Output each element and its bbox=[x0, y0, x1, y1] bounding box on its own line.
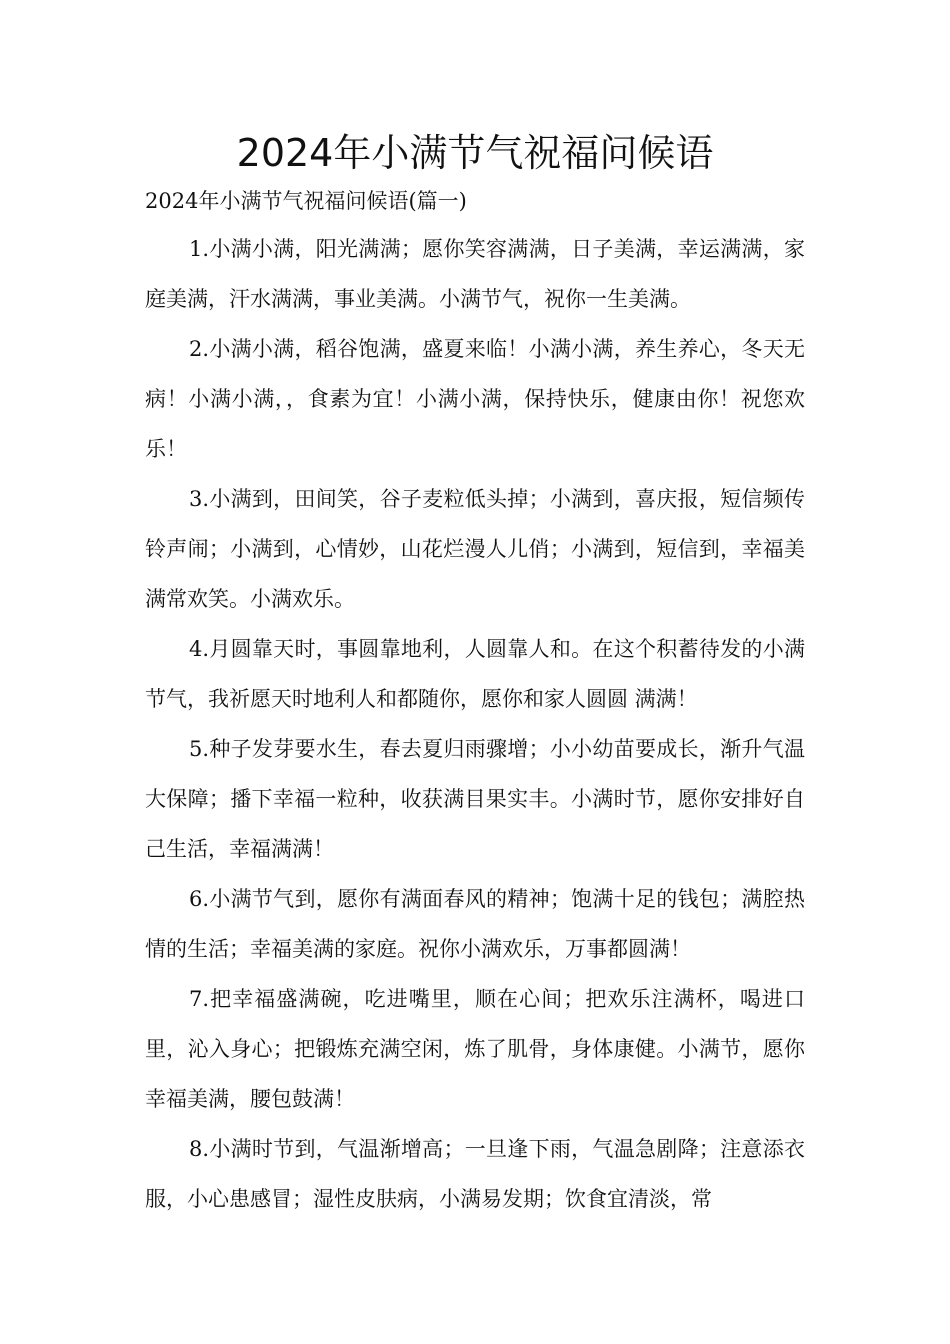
section-heading: 2024年小满节气祝福问候语(篇一) bbox=[145, 189, 467, 213]
paragraph-4: 4.月圆靠天时，事圆靠地利，人圆靠人和。在这个积蓄待发的小满节气，我祈愿天时地利人和都随你，愿你和家人圆圆 满满！ bbox=[145, 637, 805, 711]
paragraph-8: 8.小满时节到，气温渐增高；一旦逢下雨，气温急剧降；注意添衣服，小心患感冒；湿性皮肤病，小满易发期；饮食宜清淡，常 bbox=[145, 1137, 805, 1211]
paragraph-3: 3.小满到，田间笑，谷子麦粒低头掉；小满到，喜庆报，短信频传铃声闹；小满到，心情妙，山花烂漫人儿俏；小满到，短信到，幸福美满常欢笑。小满欢乐。 bbox=[145, 487, 805, 611]
paragraph-2: 2.小满小满，稻谷饱满，盛夏来临！小满小满，养生养心，冬天无病！小满小满，，食素为宜！小满小满，保持快乐，健康由你！祝您欢乐！ bbox=[145, 337, 805, 461]
paragraph-7: 7.把幸福盛满碗，吃进嘴里，顺在心间；把欢乐注满杯，喝进口里，沁入身心；把锻炼充满空闲，炼了肌骨，身体康健。小满节，愿你幸福美满，腰包鼓满！ bbox=[145, 987, 805, 1111]
paragraph-6: 6.小满节气到，愿你有满面春风的精神；饱满十足的钱包；满腔热情的生活；幸福美满的家庭。祝你小满欢乐，万事都圆满！ bbox=[145, 887, 805, 961]
document-body bbox=[145, 224, 805, 1224]
paragraph-1: 1.小满小满，阳光满满；愿你笑容满满，日子美满，幸运满满，家庭美满，汗水满满，事业美满。小满节气，祝你一生美满。 bbox=[145, 237, 805, 311]
document-title: 2024年小满节气祝福问候语 bbox=[236, 131, 714, 175]
paragraph-5: 5.种子发芽要水生，春去夏归雨骤增；小小幼苗要成长，渐升气温大保障；播下幸福一粒种，收获满目果实丰。小满时节，愿你安排好自己生活，幸福满满！ bbox=[145, 737, 805, 861]
